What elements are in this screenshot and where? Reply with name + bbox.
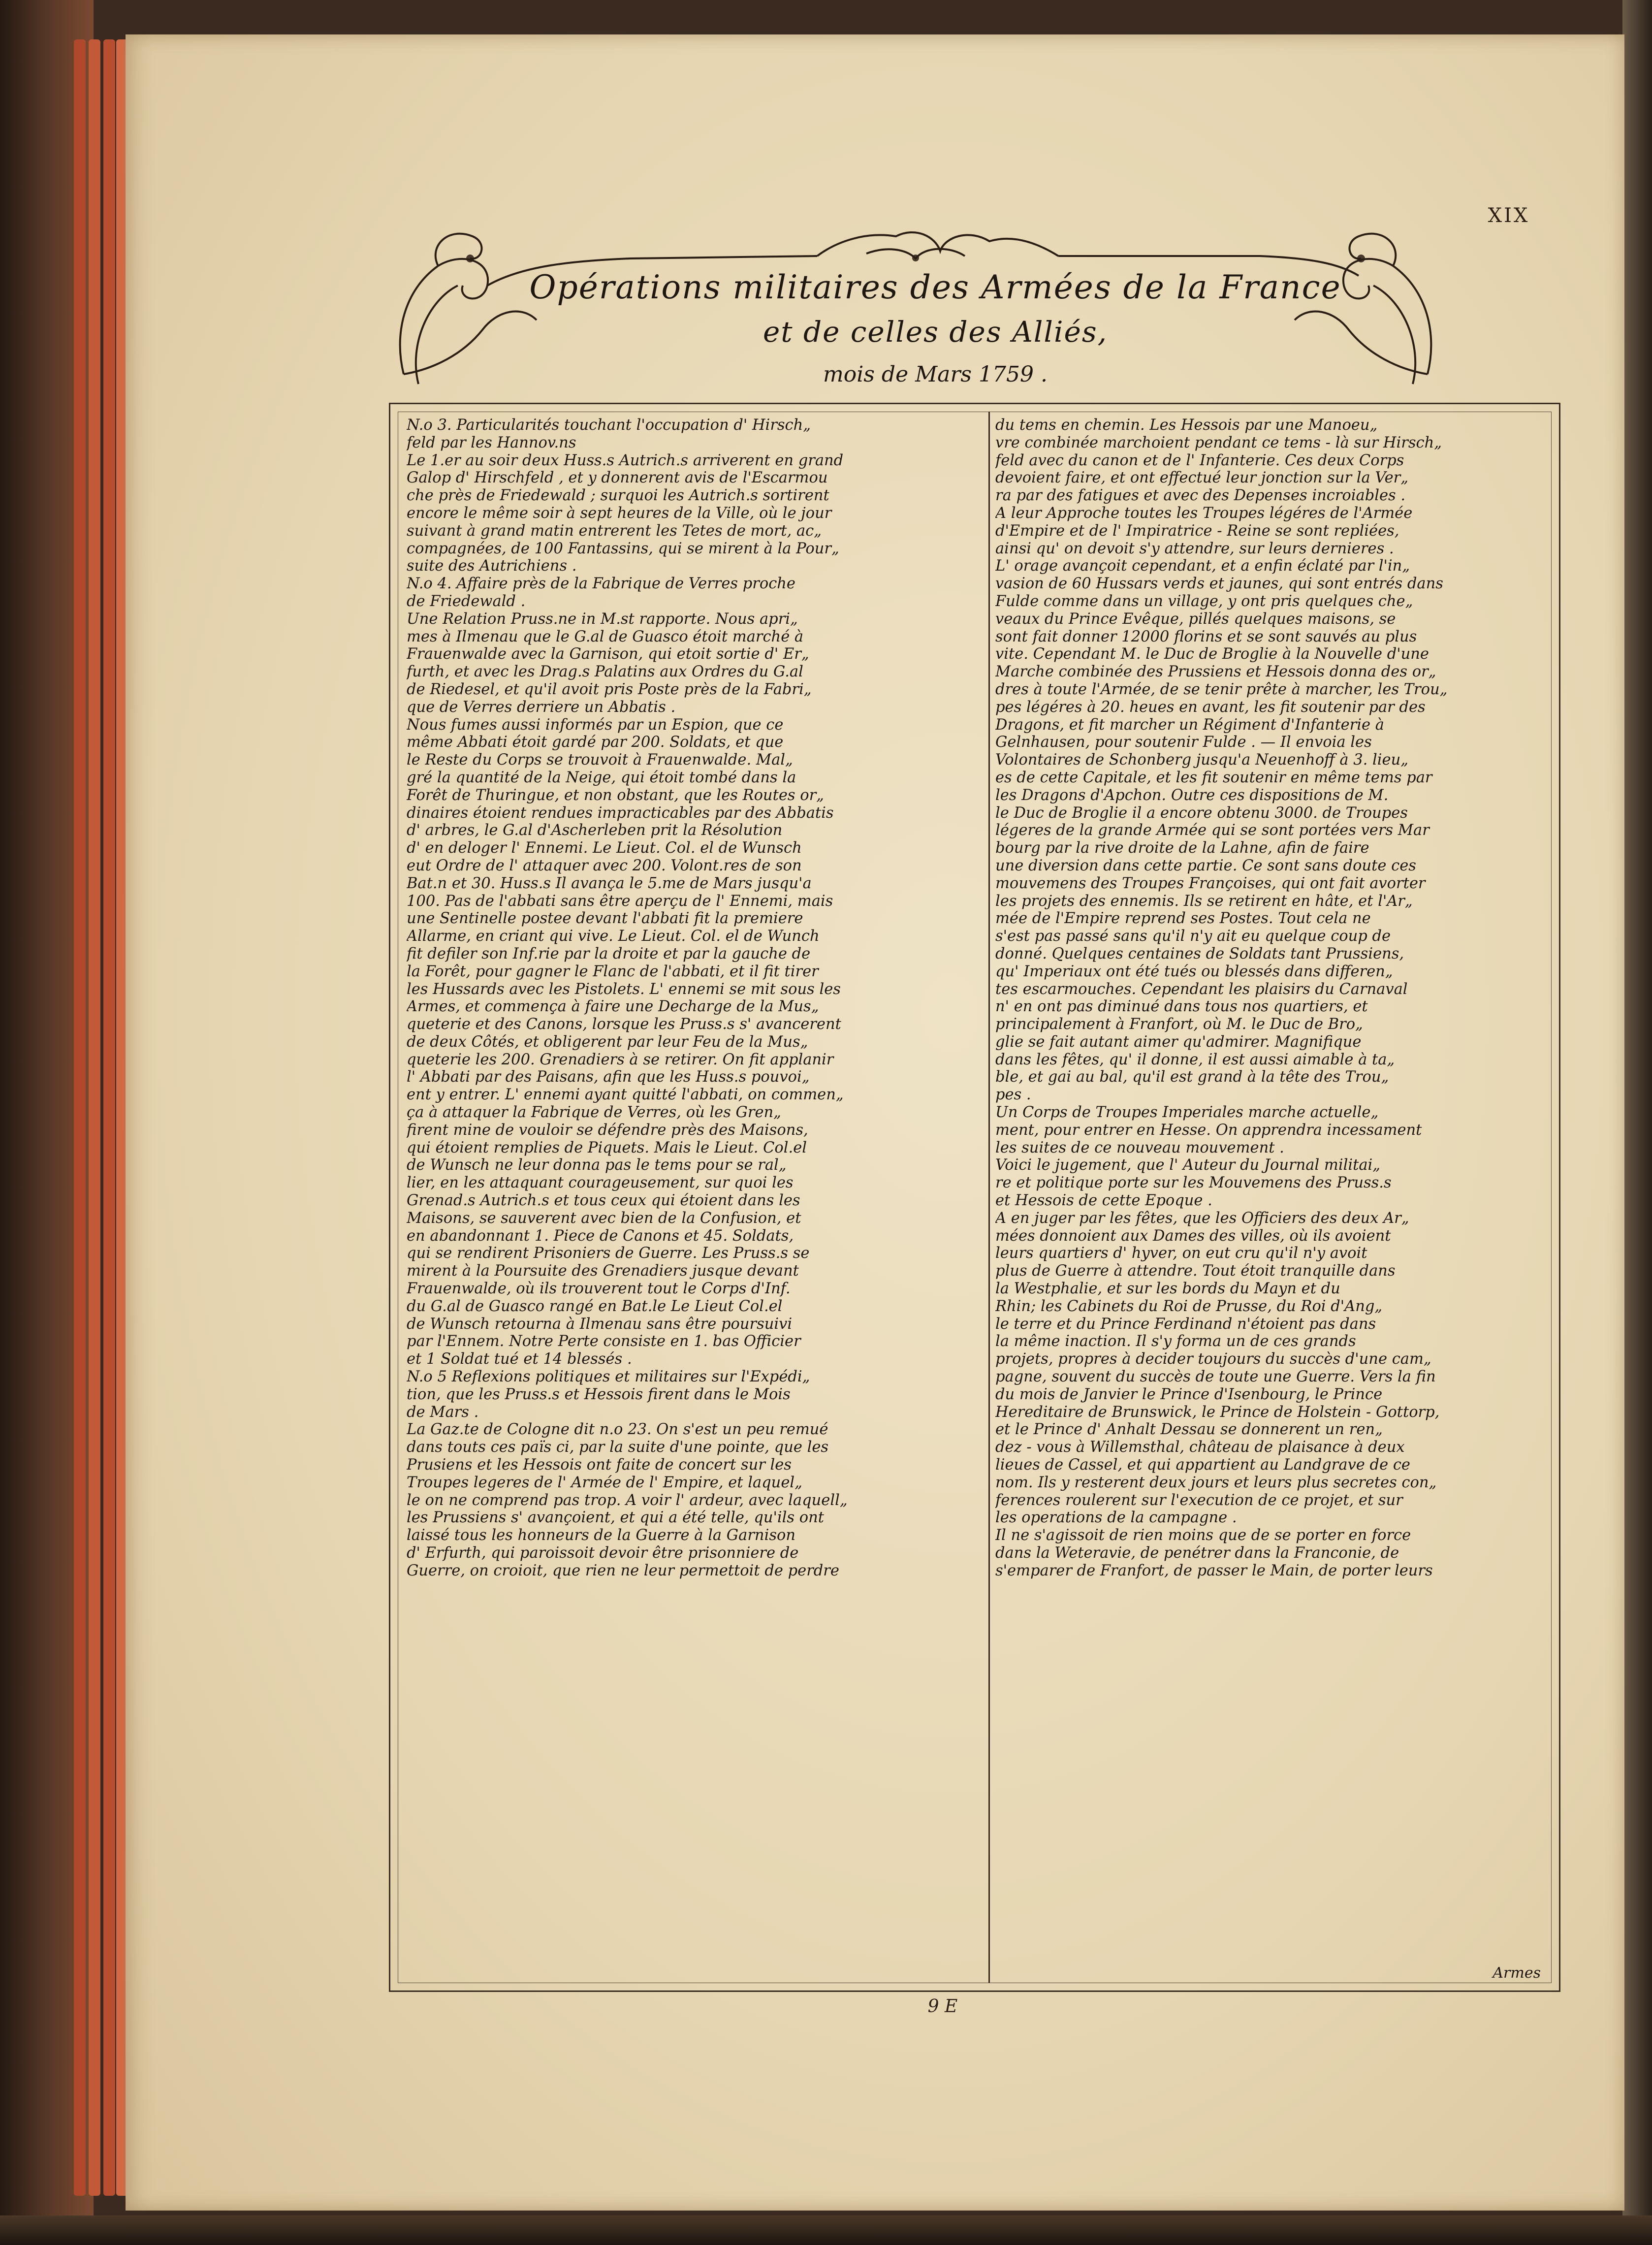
text-line: es de cette Capitale, et les fit soutenir en même tems par <box>995 769 1432 786</box>
text-line: les Dragons d'Apchon. Outre ces dispositions de M. <box>995 786 1389 804</box>
text-line: qui étoient remplies de Piquets. Mais le Lieut. Col.el <box>407 1139 807 1156</box>
book-cover-bottom <box>0 2215 1652 2245</box>
text-line: plus de Guerre à attendre. Tout étoit tranquille dans <box>995 1262 1396 1280</box>
text-line: mées donnoient aux Dames des villes, où ils avoient <box>995 1227 1391 1245</box>
text-line: queterie et des Canons, lorsque les Pruss.s s' avancerent <box>407 1016 841 1033</box>
text-line: La Gaz.te de Cologne dit n.o 23. On s'est un peu remué <box>407 1421 828 1439</box>
text-line: L' orage avançoit cependant, et a enfin éclaté par l'in„ <box>995 557 1410 575</box>
text-line: la Forêt, pour gagner le Flanc de l'abbati, et il fit tirer <box>407 962 819 980</box>
text-line: les suites de ce nouveau mouvement . <box>995 1139 1284 1156</box>
text-line: pagne, souvent du succès de toute une Guerre. Vers la fin <box>995 1368 1436 1386</box>
text-line: les Prussiens s' avançoient, et qui a été telle, qu'ils ont <box>407 1509 824 1527</box>
text-line: Fulde comme dans un village, y ont pris quelques che„ <box>995 592 1413 610</box>
text-line: Bat.n et 30. Huss.s Il avança le 5.me de Mars jusqu'a <box>407 874 812 892</box>
text-line: que de Verres derriere un Abbatis . <box>407 698 676 716</box>
text-line: par l'Ennem. Notre Perte consiste en 1. bas Officier <box>407 1333 801 1350</box>
column-divider <box>988 412 990 1983</box>
text-line: Rhin; les Cabinets du Roi de Prusse, du Roi d'Ang„ <box>995 1297 1383 1315</box>
text-line: Volontaires de Schonberg jusqu'a Neuenhoff à 3. lieu„ <box>995 751 1409 769</box>
text-line: Maisons, se sauverent avec bien de la Confusion, et <box>407 1209 801 1227</box>
text-line: Hereditaire de Brunswick, le Prince de Holstein - Gottorp, <box>995 1403 1440 1421</box>
text-line: Le 1.er au soir deux Huss.s Autrich.s arriverent en grand <box>407 451 844 469</box>
text-line: la même inaction. Il s'y forma un de ces grands <box>995 1333 1356 1350</box>
text-line: principalement à Franfort, où M. le Duc de Bro„ <box>995 1016 1363 1033</box>
text-line: veaux du Prince Evêque, pillés quelques maisons, se <box>995 610 1396 628</box>
text-line: Guerre, on croioit, que rien ne leur permettoit de perdre <box>407 1562 839 1579</box>
text-line: gré la quantité de la Neige, qui étoit tombé dans la <box>407 769 796 786</box>
text-line: qui se rendirent Prisoniers de Guerre. Les Pruss.s se <box>407 1245 810 1262</box>
text-line: pes . <box>995 1086 1031 1104</box>
page-number: XIX <box>1488 204 1530 227</box>
text-line: vite. Cependant M. le Duc de Broglie à la Nouvelle d'une <box>995 645 1429 663</box>
date-line: mois de Mars 1759 . <box>823 362 1048 387</box>
text-line: eut Ordre de l' attaquer avec 200. Volont.res de son <box>407 857 802 874</box>
text-line: s'est pas passé sans qu'il n'y ait eu quelque coup de <box>995 928 1391 945</box>
page-edge-stack <box>74 39 86 2196</box>
text-line: Gelnhausen, pour soutenir Fulde . — Il envoia les <box>995 734 1372 751</box>
text-line: les Hussards avec les Pistolets. L' ennemi se mit sous les <box>407 980 841 998</box>
text-line: Un Corps de Troupes Imperiales marche actuelle„ <box>995 1104 1379 1122</box>
text-line: le Duc de Broglie il a encore obtenu 3000. de Troupes <box>995 804 1408 822</box>
text-line: mirent à la Poursuite des Grenadiers jusque devant <box>407 1262 799 1280</box>
text-line: che près de Friedewald ; surquoi les Autrich.s sortirent <box>407 487 829 505</box>
text-line: Dragons, et fit marcher un Régiment d'Infanterie à <box>995 716 1384 734</box>
text-line: d'Empire et de l' Impiratrice - Reine se sont repliées, <box>995 522 1399 540</box>
text-line: ainsi qu' on devoit s'y attendre, sur leurs dernieres . <box>995 540 1394 557</box>
text-line: ment, pour entrer en Hesse. On apprendra incessament <box>995 1121 1422 1139</box>
text-line: pes légéres à 20. heues en avant, les fit soutenir par des <box>995 698 1426 716</box>
text-line: dinaires étoient rendues impracticables par des Abbatis <box>407 804 834 822</box>
text-line: A en juger par les fêtes, que les Officiers des deux Ar„ <box>995 1209 1409 1227</box>
text-line: fit defiler son Inf.rie par la droite et par la gauche de <box>407 945 811 962</box>
text-line: suite des Autrichiens . <box>407 557 577 575</box>
text-line: tes escarmouches. Cependant les plaisirs du Carnaval <box>995 980 1408 998</box>
text-line: bourg par la rive droite de la Lahne, afin de faire <box>995 839 1369 857</box>
left-text-column <box>407 417 984 1978</box>
text-line: feld avec du canon et de l' Infanterie. Ces deux Corps <box>995 451 1404 469</box>
text-line: de Mars . <box>407 1403 479 1421</box>
text-line: devoient faire, et ont effectué leur jonction sur la Ver„ <box>995 469 1409 487</box>
text-line: nom. Ils y resterent deux jours et leurs plus secretes con„ <box>995 1474 1437 1491</box>
text-line: ferences roulerent sur l'execution de ce projet, et sur <box>995 1491 1403 1509</box>
text-line: Allarme, en criant qui vive. Le Lieut. Col. el de Wunch <box>407 928 820 945</box>
text-line: vasion de 60 Hussars verds et jaunes, qui sont entrés dans <box>995 575 1443 593</box>
text-line: suivant à grand matin entrerent les Tetes de mort, ac„ <box>407 522 822 540</box>
text-line: le Reste du Corps se trouvoit à Frauenwalde. Mal„ <box>407 751 793 769</box>
text-line: d' Erfurth, qui paroissoit devoir être prisonniere de <box>407 1544 799 1562</box>
text-line: du tems en chemin. Les Hessois par une Manoeu„ <box>995 417 1378 434</box>
text-line: de Wunsch ne leur donna pas le tems pour se ral„ <box>407 1156 787 1174</box>
text-line: et 1 Soldat tué et 14 blessés . <box>407 1350 632 1368</box>
text-line: la Westphalie, et sur les bords du Mayn et du <box>995 1280 1340 1298</box>
text-line: lieues de Cassel, et qui appartient au Landgrave de ce <box>995 1456 1410 1474</box>
text-line: légeres de la grande Armée qui se sont portées vers Mar <box>995 822 1430 839</box>
text-line: de Friedewald . <box>407 592 526 610</box>
text-line: Nous fumes aussi informés par un Espion, que ce <box>407 716 784 734</box>
text-line: ra par des fatigues et avec des Depenses incroiables . <box>995 487 1406 505</box>
text-line: et le Prince d' Anhalt Dessau se donnerent un ren„ <box>995 1421 1383 1439</box>
text-line: encore le même soir à sept heures de la Ville, où le jour <box>407 504 832 522</box>
text-line: s'emparer de Franfort, de passer le Main, de porter leurs <box>995 1562 1433 1579</box>
text-line: du mois de Janvier le Prince d'Isenbourg, le Prince <box>995 1385 1383 1403</box>
text-line: projets, propres à decider toujours du succès d'une cam„ <box>995 1350 1431 1368</box>
page-subtitle: et de celles des Alliés, <box>762 315 1108 349</box>
catchword: Armes <box>1493 1964 1541 1982</box>
book-cover-right <box>1622 0 1652 2245</box>
text-line: laissé tous les honneurs de la Guerre à la Garnison <box>407 1527 795 1544</box>
text-line: N.o 3. Particularités touchant l'occupation d' Hirsch„ <box>407 417 811 434</box>
text-line: Galop d' Hirschfeld , et y donnerent avis de l'Escarmou <box>407 469 828 487</box>
text-line: tion, que les Pruss.s et Hessois firent dans le Mois <box>407 1385 791 1403</box>
text-line: leurs quartiers d' hyver, on eut cru qu'il n'y avoit <box>995 1245 1367 1262</box>
text-line: qu' Imperiaux ont été tués ou blessés dans differen„ <box>995 962 1393 980</box>
text-line: queterie les 200. Grenadiers à se retirer. On fit applanir <box>407 1051 834 1068</box>
text-line: Marche combinée des Prussiens et Hessois donna des or„ <box>995 663 1436 681</box>
text-line: d' arbres, le G.al d'Ascherleben prit la Résolution <box>407 822 783 839</box>
text-line: ça à attaquer la Fabrique de Verres, où les Gren„ <box>407 1104 781 1122</box>
text-line: mouvemens des Troupes Françoises, qui ont fait avorter <box>995 874 1426 892</box>
text-line: glie se fait autant aimer qu'admirer. Magnifique <box>995 1033 1362 1051</box>
text-line: furth, et avec les Drag.s Palatins aux Ordres du G.al <box>407 663 803 681</box>
text-line: le terre et du Prince Ferdinand n'étoient pas dans <box>995 1315 1376 1333</box>
text-line: Voici le jugement, que l' Auteur du Journal militai„ <box>995 1156 1381 1174</box>
text-line: mes à Ilmenau que le G.al de Guasco étoit marché à <box>407 628 804 645</box>
text-line: de Riedesel, et qu'il avoit pris Poste près de la Fabri„ <box>407 680 812 698</box>
text-line: et Hessois de cette Epoque . <box>995 1192 1212 1210</box>
text-line: dez - vous à Willemsthal, château de plaisance à deux <box>995 1439 1405 1456</box>
text-line: du G.al de Guasco rangé en Bat.le Le Lieut Col.el <box>407 1297 783 1315</box>
text-line: même Abbati étoit gardé par 200. Soldats, et que <box>407 734 784 751</box>
text-line: firent mine de vouloir se défendre près des Maisons, <box>407 1121 808 1139</box>
text-line: les operations de la campagne . <box>995 1509 1237 1527</box>
text-line: lier, en les attaquant courageusement, sur quoi les <box>407 1174 794 1192</box>
text-line: 100. Pas de l'abbati sans être aperçu de l' Ennemi, mais <box>407 892 833 910</box>
text-line: d' en deloger l' Ennemi. Le Lieut. Col. el de Wunsch <box>407 839 802 857</box>
text-line: le on ne comprend pas trop. A voir l' ardeur, avec laquell„ <box>407 1491 848 1509</box>
text-line: Forêt de Thuringue, et non obstant, que les Routes or„ <box>407 786 824 804</box>
page-edge-stack <box>89 39 100 2196</box>
text-line: Armes, et commença à faire une Decharge de la Mus„ <box>407 998 819 1016</box>
signature-mark: 9 E <box>927 1996 958 2017</box>
text-line: dres à toute l'Armée, de se tenir prête à marcher, les Trou„ <box>995 680 1448 698</box>
text-line: n' en ont pas diminué dans tous nos quartiers, et <box>995 998 1368 1016</box>
text-line: re et politique porte sur les Mouvemens des Pruss.s <box>995 1174 1392 1192</box>
text-line: donné. Quelques centaines de Soldats tant Prussiens, <box>995 945 1404 962</box>
text-line: Troupes legeres de l' Armée de l' Empire, et laquel„ <box>407 1474 802 1491</box>
text-line: de Wunsch retourna à Ilmenau sans être poursuivi <box>407 1315 793 1333</box>
text-line: l' Abbati par des Paisans, afin que les Huss.s pouvoi„ <box>407 1068 810 1086</box>
text-line: en abandonnant 1. Piece de Canons et 45. Soldats, <box>407 1227 794 1245</box>
text-line: sont fait donner 12000 florins et se sont sauvés au plus <box>995 628 1417 645</box>
text-line: de deux Côtés, et obligerent par leur Feu de la Mus„ <box>407 1033 808 1051</box>
page-edge-stack <box>103 39 115 2196</box>
text-line: Grenad.s Autrich.s et tous ceux qui étoient dans les <box>407 1192 800 1210</box>
text-line: une diversion dans cette partie. Ce sont sans doute ces <box>995 857 1416 874</box>
text-line: ble, et gai au bal, qu'il est grand à la tête des Trou„ <box>995 1068 1389 1086</box>
text-line: Il ne s'agissoit de rien moins que de se porter en force <box>995 1527 1411 1544</box>
text-line: vre combinée marchoient pendant ce tems - là sur Hirsch„ <box>995 434 1442 451</box>
text-line: ent y entrer. L' ennemi ayant quitté l'abbati, on commen„ <box>407 1086 844 1104</box>
page-title: Opérations militaires des Armées de la France <box>529 268 1341 306</box>
text-line: mée de l'Empire reprend ses Postes. Tout cela ne <box>995 910 1371 928</box>
right-text-column <box>995 417 1547 1978</box>
text-line: dans la Weteravie, de penétrer dans la Franconie, de <box>995 1544 1399 1562</box>
text-line: A leur Approche toutes les Troupes légéres de l'Armée <box>995 504 1413 522</box>
text-line: dans les fêtes, qu' il donne, il est aussi aimable à ta„ <box>995 1051 1395 1068</box>
text-line: N.o 4. Affaire près de la Fabrique de Verres proche <box>407 575 795 593</box>
text-line: Une Relation Pruss.ne in M.st rapporte. Nous apri„ <box>407 610 798 628</box>
text-line: Frauenwalde, où ils trouverent tout le Corps d'Inf. <box>407 1280 791 1298</box>
text-line: dans touts ces païs ci, par la suite d'une pointe, que les <box>407 1439 829 1456</box>
text-line: une Sentinelle postee devant l'abbati fit la premiere <box>407 910 803 928</box>
text-line: Prusiens et les Hessois ont faite de concert sur les <box>407 1456 792 1474</box>
text-line: N.o 5 Reflexions politiques et militaires sur l'Expédi„ <box>407 1368 810 1386</box>
text-line: les projets des ennemis. Ils se retirent en hâte, et l'Ar„ <box>995 892 1413 910</box>
text-line: feld par les Hannov.ns <box>407 434 576 451</box>
text-line: compagnées, de 100 Fantassins, qui se mirent à la Pour„ <box>407 540 839 557</box>
text-line: Frauenwalde avec la Garnison, qui etoit sortie d' Er„ <box>407 645 809 663</box>
